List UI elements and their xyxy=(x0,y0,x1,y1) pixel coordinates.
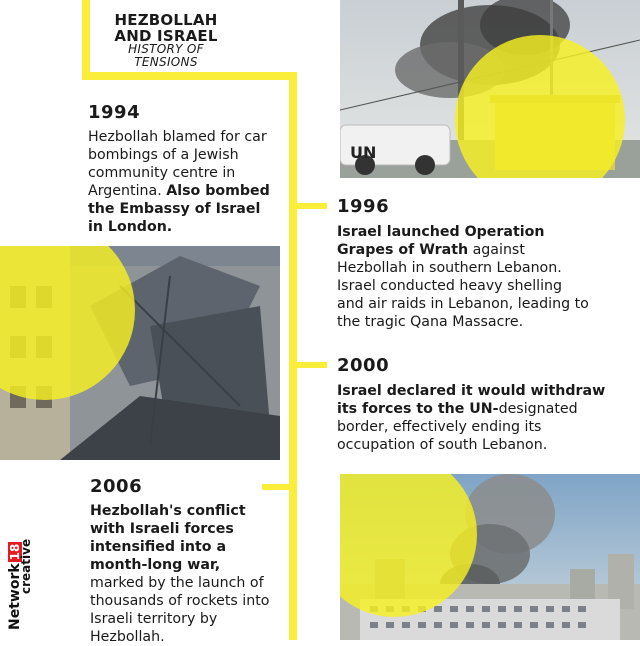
header-subtitle xyxy=(96,43,236,69)
event-2006-text-bold: Hezbollah's conflict with Israeli forces intensified into a month-long war, xyxy=(90,503,246,573)
header-title-line1: HEZBOLLAH xyxy=(114,11,218,29)
network18-creative-logo xyxy=(4,538,33,630)
timeline-connector-1996 xyxy=(297,203,327,209)
header-title xyxy=(96,12,236,44)
event-2000-text-bold: Israel declared it would withdraw its forces to the UN- xyxy=(337,383,606,417)
year-2006: 2006 xyxy=(90,476,143,497)
event-1994-text-bold: Also bombed the Embassy of Israel in London. xyxy=(88,183,270,235)
event-2006-text-plain: marked by the launch of thousands of rockets into Israeli territory by Hezbollah. xyxy=(90,575,270,645)
logo-creative-text: creative xyxy=(19,538,33,594)
event-2000-text-plain: designated border, effectively ending its occupation of south Lebanon. xyxy=(337,401,578,453)
timeline-connector-2000 xyxy=(297,362,327,368)
timeline-connector-2006 xyxy=(262,484,290,490)
timeline-top-left-vertical xyxy=(82,0,90,80)
logo-18-badge: 18 xyxy=(8,543,22,561)
un-vehicle-text: UN xyxy=(350,143,377,162)
timeline-main-vertical xyxy=(289,72,297,640)
logo-network-text: Network xyxy=(7,563,23,630)
photo-city-smoke xyxy=(340,474,640,640)
photo-un-vehicle-smoke xyxy=(340,0,640,178)
event-1996-text xyxy=(337,223,592,331)
header-subtitle-line1: HISTORY OF xyxy=(128,42,204,56)
year-1994: 1994 xyxy=(88,102,141,123)
year-2000: 2000 xyxy=(337,355,390,376)
event-1994-text-plain: Hezbollah blamed for car bombings of a Jewish community centre in Argentina. xyxy=(88,129,267,199)
header-title-line2: AND ISRAEL xyxy=(114,27,218,45)
header-subtitle-line2: TENSIONS xyxy=(134,55,198,69)
year-1996: 1996 xyxy=(337,196,390,217)
event-2000-text xyxy=(337,382,612,454)
photo-bombed-building xyxy=(0,246,280,460)
timeline-top-horizontal xyxy=(82,72,297,80)
event-1996-text-bold: Israel launched Operation Grapes of Wrath xyxy=(337,224,545,258)
event-1996-text-plain: against Hezbollah in southern Lebanon. Israel conducted heavy shelling and air raids in Lebanon, leading to the tragic Qana Massacre. xyxy=(337,242,589,330)
event-1994-text xyxy=(88,128,278,236)
event-2006-text xyxy=(90,502,275,646)
